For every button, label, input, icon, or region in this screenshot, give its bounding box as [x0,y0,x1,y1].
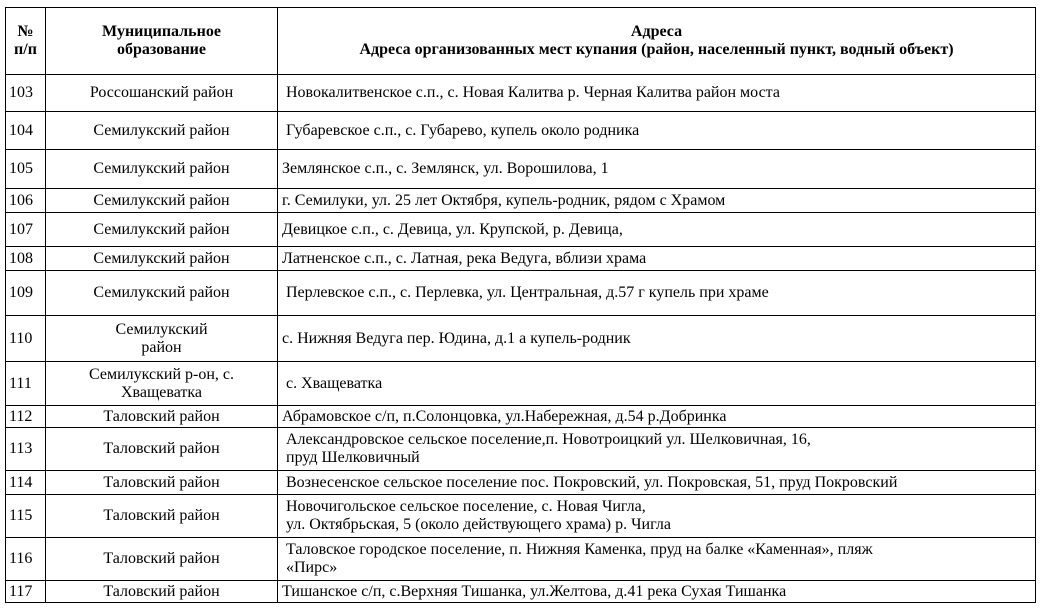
table-row [6,213,1036,247]
address-line: «Пирс» [286,559,338,576]
address-cell [278,495,1036,538]
address-cell [278,538,1036,581]
row-number: 110 [6,316,46,362]
municipality-cell [46,75,278,112]
municipality-line: Таловский район [103,440,220,457]
address-line: г. Семилуки, ул. 25 лет Октября, купель-родник, рядом с Храмом [282,191,726,209]
municipality-line: Таловский район [103,407,220,425]
row-number: 114 [6,471,46,495]
municipality-cell [46,247,278,271]
municipality-cell [46,406,278,428]
address-line: Девицкое с.п., с. Девица, ул. Крупской, р. Девица, [282,220,623,238]
table-row [6,406,1036,428]
municipality-cell [46,428,278,471]
municipality-line: Россошанский район [89,84,234,101]
table-row [6,112,1036,150]
table-row [6,538,1036,581]
address-line: Абрамовское с/п, п.Солонцовка, ул.Набережная, д.54 р.Добринка [282,407,727,425]
municipality-line: Семилукский район [93,160,230,177]
table-row [6,581,1036,603]
address-cell [278,189,1036,213]
address-cell [278,75,1036,112]
row-number: 108 [6,247,46,271]
municipality-cell [46,581,278,603]
address-line: Губаревское с.п., с. Губарево, купель около родника [286,121,640,139]
address-line: пруд Шелковичный [286,449,420,466]
municipality-cell [46,495,278,538]
row-number: 111 [6,362,46,406]
address-cell [278,271,1036,316]
municipality-cell [46,471,278,495]
address-cell [278,213,1036,247]
table-row [6,247,1036,271]
table-row [6,150,1036,189]
table-row [6,495,1036,538]
address-cell [278,406,1036,428]
municipality-cell [46,538,278,581]
table-row [6,471,1036,495]
address-line: Таловское городское поселение, п. Нижняя Каменка, пруд на балке «Каменная», пляж [286,541,873,558]
table-row [6,362,1036,406]
municipality-line: Таловский район [103,582,220,600]
address-cell [278,581,1036,603]
municipality-line: Семилукский район [93,121,230,139]
row-number: 106 [6,189,46,213]
address-cell [278,362,1036,406]
table-row [6,428,1036,471]
municipality-line: Семилукский район [93,249,230,267]
address-line: Землянское с.п., с. Землянск, ул. Ворошилова, 1 [282,160,609,177]
row-number: 113 [6,428,46,471]
address-cell [278,316,1036,362]
municipality-cell [46,271,278,316]
municipality-cell [46,150,278,189]
address-cell [278,247,1036,271]
municipality-line: Таловский район [103,473,220,491]
address-line: Новокалитвенское с.п., с. Новая Калитва р. Черная Калитва район моста [286,84,780,101]
address-line: Новочигольское сельское поселение, с. Новая Чигла, [286,498,646,515]
municipality-cell [46,362,278,406]
header-municipality: Муниципальное образование [46,8,278,75]
address-line: с. Нижняя Ведуга пер. Юдина, д.1 а купель-родник [282,329,631,347]
municipality-line: Семилукский район [93,284,230,301]
table-row [6,189,1036,213]
municipality-cell [46,189,278,213]
municipality-cell [46,316,278,362]
row-number: 112 [6,406,46,428]
row-number: 104 [6,112,46,150]
table-row [6,271,1036,316]
municipality-cell [46,112,278,150]
address-line: Перлевское с.п., с. Перлевка, ул. Центральная, д.57 г купель при храме [286,284,769,301]
address-line: Тишанское с/п, с.Верхняя Тишанка, ул.Желтова, д.41 река Сухая Тишанка [282,582,787,600]
municipality-cell [46,213,278,247]
row-number: 103 [6,75,46,112]
municipality-line: Семилукский район [93,220,230,238]
row-number: 105 [6,150,46,189]
table-row [6,316,1036,362]
municipality-line: Хващеватка [120,383,203,401]
municipality-line: Таловский район [103,507,220,524]
address-cell [278,471,1036,495]
address-line: с. Хващеватка [286,374,383,392]
row-number: 117 [6,581,46,603]
address-cell [278,150,1036,189]
municipality-line: район [141,338,182,356]
municipality-line: Таловский район [103,550,220,567]
bathing-places-table [5,7,1036,603]
header-number: № п/п [6,8,46,75]
address-cell [278,428,1036,471]
row-number: 109 [6,271,46,316]
address-line: Латненское с.п., с. Латная, река Ведуга, вблизи храма [282,249,647,267]
address-line: ул. Октябрьская, 5 (около действующего храма) р. Чигла [286,516,671,533]
municipality-line: Семилукский [115,320,208,338]
address-line: Вознесенское сельское поселение пос. Покровский, ул. Покровская, 51, пруд Покровский [286,473,898,491]
table-row [6,75,1036,112]
table-header-row [6,8,1036,75]
address-cell [278,112,1036,150]
header-address: Адреса Адреса организованных мест купания (район, населенный пункт, водный объект) [278,8,1036,75]
row-number: 115 [6,495,46,538]
row-number: 107 [6,213,46,247]
municipality-line: Семилукский р-он, с. [88,365,234,383]
address-line: Александровское сельское поселение,п. Новотроицкий ул. Шелковичная, 16, [286,431,811,448]
row-number: 116 [6,538,46,581]
municipality-line: Семилукский район [93,191,230,209]
